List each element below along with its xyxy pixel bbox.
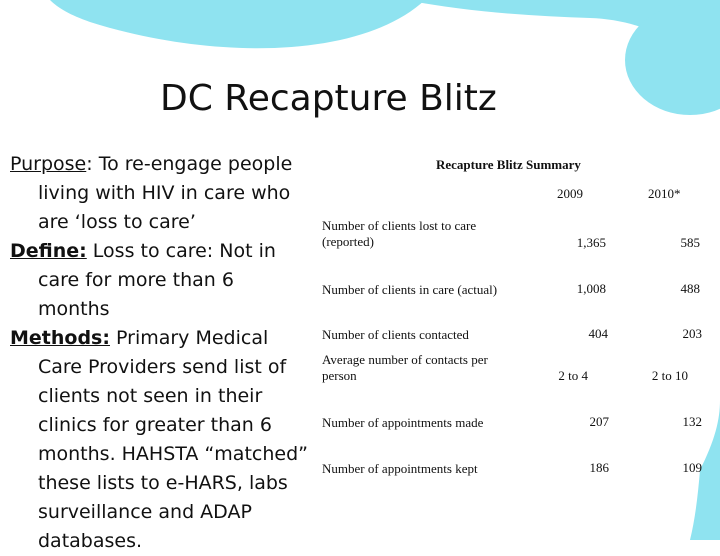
row-label: Number of appointments kept — [322, 461, 478, 476]
cell-2009: 186 — [589, 460, 609, 475]
methods-text: Primary Medical Care Providers send list of clients not seen in their clinics for greater than 6 months. HAHSTA “matched” these lists to e-HARS, labs surveillance and ADAP databases. — [38, 327, 308, 552]
define-label: Define: — [10, 240, 87, 262]
cell-2010: 585 — [680, 235, 700, 250]
cell-2009: 1,008 — [576, 281, 606, 296]
methods-paragraph — [10, 324, 310, 556]
define-paragraph — [10, 237, 310, 324]
row-label: Number of clients lost to care (reported) — [322, 218, 477, 249]
cell-2009: 2 to 4 — [558, 368, 588, 383]
purpose-paragraph — [10, 150, 310, 237]
slide-title: DC Recapture Blitz — [160, 78, 497, 119]
cell-2009: 207 — [589, 414, 609, 429]
cell-2009: 404 — [588, 326, 608, 341]
purpose-text: : To re-engage people living with HIV in care who are ‘loss to care’ — [38, 153, 293, 233]
purpose-label: Purpose — [10, 153, 87, 175]
methods-label: Methods: — [10, 327, 110, 349]
row-label: Number of clients in care (actual) — [322, 282, 498, 297]
define-text: Loss to care: Not in care for more than 6 months — [38, 240, 276, 320]
row-label: Number of clients contacted — [322, 327, 469, 342]
row-label: Average number of contacts per person — [322, 352, 488, 383]
cell-2010: 132 — [682, 414, 702, 429]
row-label: Number of appointments made — [322, 415, 484, 430]
cell-2010: 203 — [682, 326, 702, 341]
cell-2010: 109 — [682, 460, 702, 475]
cell-2009: 1,365 — [576, 235, 606, 250]
column-header-2010: 2010* — [648, 186, 681, 201]
description-panel — [10, 150, 310, 556]
cell-2010: 488 — [680, 281, 700, 296]
table-title: Recapture Blitz Summary — [436, 157, 581, 172]
column-header-2009: 2009 — [557, 186, 583, 201]
cell-2010: 2 to 10 — [651, 368, 688, 383]
